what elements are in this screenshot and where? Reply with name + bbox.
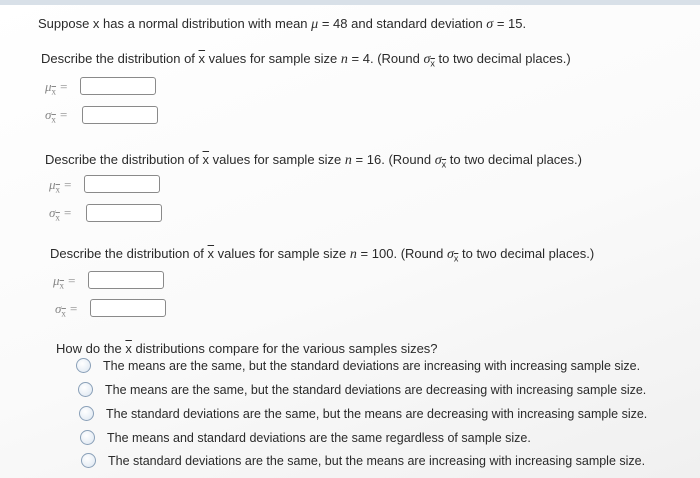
xbar-symbol: $\overline{x}$ (198, 51, 206, 66)
problem-statement (38, 16, 526, 33)
option-label: The means and standard deviations are the same regardless of sample size. (107, 430, 531, 445)
radio-button[interactable] (81, 453, 96, 468)
sigma-xbar-label: $\sigma_{\overline{x}}$ = (49, 205, 72, 223)
sigma-xbar-input-n16[interactable] (86, 204, 162, 222)
mu-xbar-label: $\mu_{\overline{x}}$ = (49, 177, 73, 195)
round-text-b: to two decimal places.) (461, 246, 595, 261)
q-prefix: Describe the distribution of (50, 246, 204, 261)
sigma-xbar-label: $\sigma_{\overline{x}}$ = (55, 301, 78, 319)
option-label: The standard deviations are the same, but the means are decreasing with increasing sample size. (106, 406, 648, 421)
q-mid: values for sample size (208, 51, 338, 66)
radio-button[interactable] (76, 358, 91, 373)
statement-text-a: Suppose x has a normal distribution with mean (38, 16, 308, 31)
radio-button[interactable] (80, 430, 95, 445)
top-edge-bar (0, 0, 700, 5)
sigma-xbar-input-n100[interactable] (90, 299, 166, 317)
round-sub: x (430, 58, 435, 69)
sd-value: = 15. (496, 16, 527, 31)
n-symbol: n (344, 153, 352, 168)
radio-button[interactable] (79, 406, 94, 421)
mcq-prompt-a: How do the (56, 341, 122, 356)
xbar-symbol: $\overline{x}$ (125, 341, 132, 356)
round-sigma: σ (423, 52, 431, 67)
round-text-a: (Round (400, 246, 444, 261)
mu-symbol: μ (311, 17, 319, 32)
mu-xbar-label: $\mu_{\overline{x}}$ = (53, 273, 77, 291)
sigma-symbol: σ (486, 17, 494, 32)
option-label: The means are the same, but the standard deviations are increasing with increasing sample size. (103, 358, 641, 373)
mu-xbar-input-n100[interactable] (88, 271, 164, 289)
xbar-symbol: $\overline{x}$ (202, 152, 210, 167)
round-text-a: (Round (377, 51, 420, 66)
round-sub: x (453, 253, 459, 264)
mu-xbar-label: $\mu_{\overline{x}}$ = (45, 79, 69, 97)
mean-value: = 48 (321, 16, 348, 31)
mu-xbar-input-n16[interactable] (84, 175, 160, 193)
sigma-xbar-input-n4[interactable] (82, 106, 158, 124)
question-n4 (41, 51, 571, 69)
round-sub: x (441, 159, 447, 170)
q-prefix: Describe the distribution of (41, 51, 195, 66)
round-text-a: (Round (388, 152, 432, 167)
option-5[interactable] (81, 453, 645, 468)
xbar-symbol: $\overline{x}$ (207, 246, 215, 261)
statement-text-b: and standard deviation (351, 16, 483, 31)
round-sigma: σ (446, 247, 454, 262)
option-2[interactable] (78, 382, 646, 397)
comparison-question (56, 341, 438, 356)
q-mid: values for sample size (212, 152, 342, 167)
option-1[interactable] (76, 358, 640, 373)
q-prefix: Describe the distribution of (45, 152, 199, 167)
round-text-b: to two decimal places.) (438, 51, 571, 66)
n-value: = 100. (360, 246, 398, 261)
option-label: The means are the same, but the standard deviations are decreasing with increasing sample size. (105, 382, 647, 397)
round-sigma: σ (434, 153, 442, 168)
question-n100 (50, 246, 594, 264)
question-n16 (45, 152, 582, 170)
mcq-prompt-b: distributions compare for the various samples sizes? (135, 341, 438, 356)
option-label: The standard deviations are the same, but the means are increasing with increasing sample size. (108, 453, 646, 468)
round-text-b: to two decimal places.) (449, 152, 582, 167)
mu-xbar-input-n4[interactable] (80, 77, 156, 95)
n-symbol: n (349, 247, 357, 262)
sigma-xbar-label: $\sigma_{\overline{x}}$ = (45, 107, 68, 125)
option-3[interactable] (79, 406, 647, 421)
q-mid: values for sample size (217, 246, 347, 261)
n-value: = 16. (355, 152, 385, 167)
option-4[interactable] (80, 430, 531, 445)
n-value: = 4. (351, 51, 374, 66)
n-symbol: n (340, 52, 348, 67)
radio-button[interactable] (78, 382, 93, 397)
